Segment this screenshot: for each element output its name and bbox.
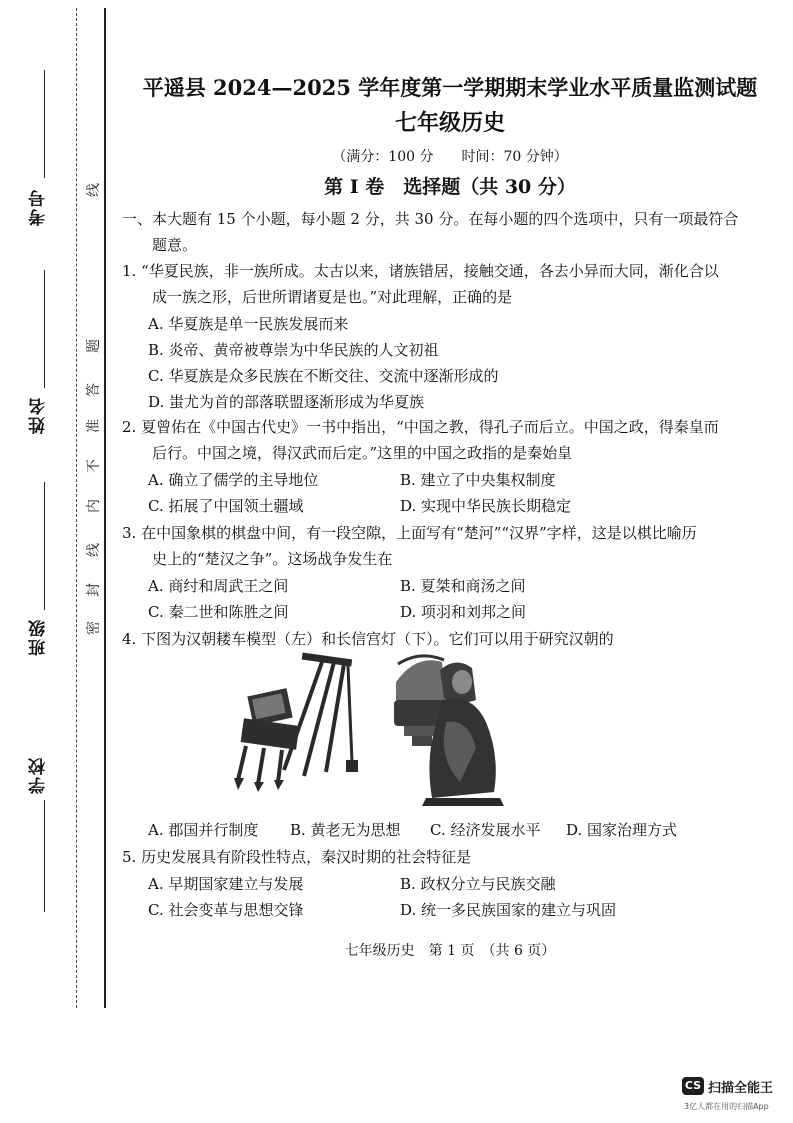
q2-option-c: C. 拓展了中国领土疆域	[148, 497, 304, 515]
section-heading: 第 I 卷 选择题（共 30 分）	[324, 176, 576, 198]
exam-no-label: 考号	[29, 188, 49, 226]
class-blank	[44, 482, 45, 610]
school-blank	[44, 800, 45, 912]
score-time: （满分：100 分 时间：70 分钟）	[332, 149, 568, 165]
q3-option-c: C. 秦二世和陈胜之间	[148, 603, 289, 621]
q5-option-c: C. 社会变革与思想交锋	[148, 901, 304, 919]
q3-option-a: A. 商纣和周武王之间	[148, 577, 289, 595]
q2-option-a: A. 确立了儒学的主导地位	[148, 471, 319, 489]
q2-option-b: B. 建立了中央集权制度	[400, 471, 556, 489]
seal-char: 密	[86, 621, 102, 635]
q1-option-c: C. 华夏族是众多民族在不断交往、交流中逐渐形成的	[148, 367, 499, 385]
seal-char: 答	[86, 383, 102, 397]
seal-char: 封	[86, 583, 102, 597]
q4-option-b: B. 黄老无为思想	[290, 821, 401, 839]
q1-option-a: A. 华夏族是单一民族发展而来	[148, 315, 349, 333]
dashed-binding-line	[76, 8, 77, 1008]
q3-stem-line1: 3. 在中国象棋的棋盘中间，有一段空隙，上面写有“楚河”“汉界”字样，这是以棋比喻历	[122, 524, 697, 542]
q4-option-a: A. 郡国并行制度	[148, 821, 259, 839]
q4-option-d: D. 国家治理方式	[566, 821, 678, 839]
seal-char: 内	[86, 499, 102, 513]
seal-char: 不	[86, 459, 102, 473]
camscanner-tagline: 3亿人都在用的扫描App	[684, 1102, 769, 1111]
seal-char: 线	[86, 183, 102, 197]
exam-no-blank	[44, 70, 45, 178]
q1-option-d: D. 蚩尤为首的部落联盟逐渐形成为华夏族	[148, 393, 425, 411]
q2-option-d: D. 实现中华民族长期稳定	[400, 497, 572, 515]
seed-drill-image	[228, 652, 370, 792]
camscanner-name: 扫描全能王	[708, 1081, 774, 1096]
q5-option-d: D. 统一多民族国家的建立与巩固	[400, 901, 617, 919]
seal-char: 题	[86, 339, 102, 353]
exam-subtitle: 七年级历史	[394, 110, 505, 136]
class-label: 班级	[29, 618, 49, 656]
school-label: 学校	[29, 756, 49, 794]
q4-stem: 4. 下图为汉朝耧车模型（左）和长信宫灯（下）。它们可以用于研究汉朝的	[122, 630, 614, 648]
page-footer: 七年级历史 第 1 页 （共 6 页）	[344, 943, 556, 959]
q2-stem-line2: 后行。中国之境，得汉武而后定。”这里的中国之政指的是秦始皇	[152, 444, 573, 462]
solid-binding-line	[104, 8, 106, 1008]
name-blank	[44, 270, 45, 388]
q3-option-d: D. 项羽和刘邦之间	[400, 603, 527, 621]
instructions-line1: 一、本大题有 15 个小题，每小题 2 分，共 30 分。在每小题的四个选项中，只有一项最符合	[122, 210, 739, 228]
seal-char: 准	[86, 419, 102, 433]
q1-option-b: B. 炎帝、黄帝被尊崇为中华民族的人文初祖	[148, 341, 439, 359]
seal-char: 线	[86, 543, 102, 557]
q1-stem-line2: 成一族之形，后世所谓诸夏是也。”对此理解，正确的是	[152, 288, 513, 306]
palace-lamp-image	[376, 652, 512, 808]
q3-option-b: B. 夏桀和商汤之间	[400, 577, 526, 595]
q3-stem-line2: 史上的“楚汉之争”。这场战争发生在	[152, 550, 393, 568]
camscanner-logo-icon: CS	[682, 1077, 704, 1095]
instructions-line2: 题意。	[152, 236, 198, 254]
q1-stem-line1: 1. “华夏民族，非一族所成。太古以来，诸族错居，接触交通，各去小异而大同，渐化合以	[122, 262, 719, 280]
q5-stem: 5. 历史发展具有阶段性特点，秦汉时期的社会特征是	[122, 848, 472, 866]
name-label: 姓名	[29, 396, 49, 434]
exam-title: 平遥县 2024—2025 学年度第一学期期末学业水平质量监测试题	[142, 75, 758, 100]
q2-stem-line1: 2. 夏曾佑在《中国古代史》一书中指出，“中国之教，得孔子而后立。中国之政，得秦皇而	[122, 418, 719, 436]
q5-option-a: A. 早期国家建立与发展	[148, 875, 304, 893]
q4-option-c: C. 经济发展水平	[430, 821, 541, 839]
q5-option-b: B. 政权分立与民族交融	[400, 875, 556, 893]
